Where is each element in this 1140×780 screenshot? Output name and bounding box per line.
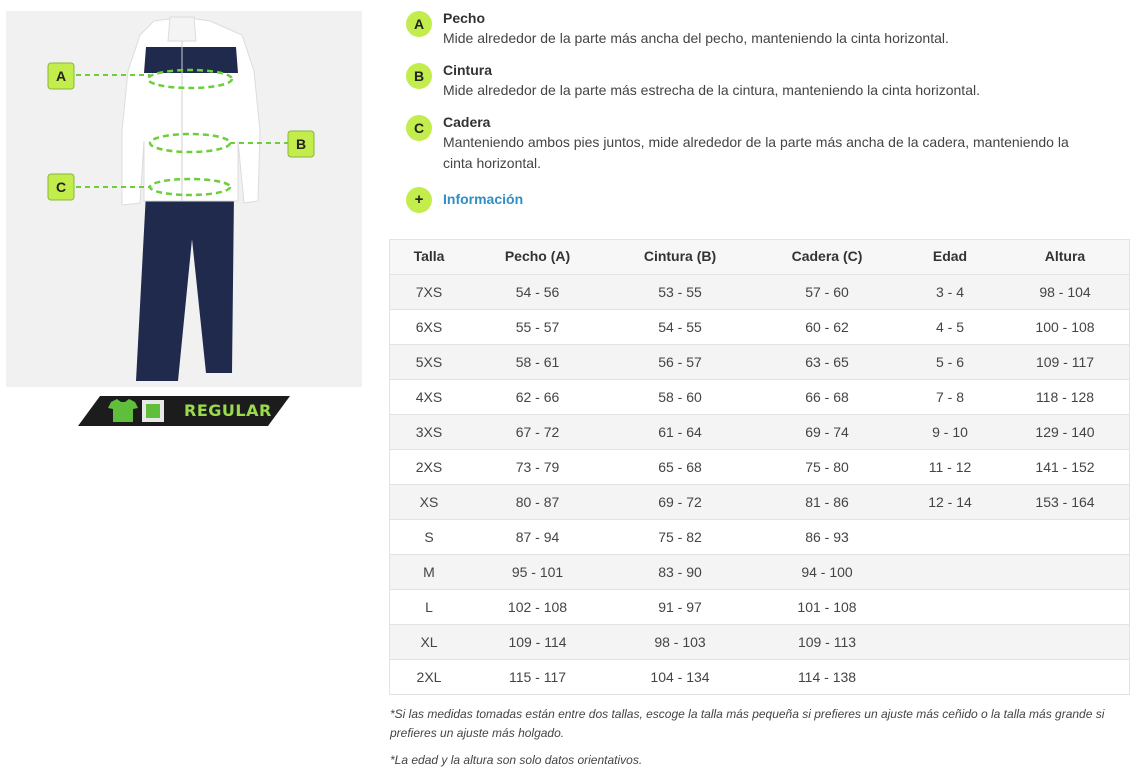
table-cell: S [389,519,469,554]
table-cell: 69 - 74 [754,414,900,449]
table-cell [1000,624,1130,659]
note-age-height: *La edad y la altura son solo datos orientativos. [390,753,643,767]
legend-item-hip [406,110,1096,174]
table-cell: 75 - 80 [754,449,900,484]
measurement-legend [406,6,1096,218]
garment-illustration-panel [6,11,362,387]
table-row [389,519,1130,554]
table-cell: 141 - 152 [1000,449,1130,484]
table-cell: 62 - 66 [469,379,606,414]
table-cell: 7 - 8 [900,379,1000,414]
table-row [389,309,1130,344]
legend-title-chest: Pecho [443,10,486,26]
table-cell: 101 - 108 [754,589,900,624]
table-cell: 67 - 72 [469,414,606,449]
table-cell [1000,554,1130,589]
table-cell: 3 - 4 [900,274,1000,309]
legend-title-waist: Cintura [443,62,492,78]
size-table [389,239,1130,695]
table-cell: 114 - 138 [754,659,900,694]
table-row [389,589,1130,624]
table-row [389,414,1130,449]
table-cell: M [389,554,469,589]
legend-letter-a: A [406,11,432,37]
table-cell: 55 - 57 [469,309,606,344]
header-edad: Edad [900,239,1000,274]
table-cell: 7XS [389,274,469,309]
table-cell: 6XS [389,309,469,344]
table-cell: 4 - 5 [900,309,1000,344]
table-cell: 87 - 94 [469,519,606,554]
table-cell: 109 - 117 [1000,344,1130,379]
table-row [389,449,1130,484]
size-table-body [389,274,1130,694]
table-row [389,554,1130,589]
legend-item-waist [406,58,1096,101]
table-cell: 65 - 68 [606,449,754,484]
table-cell: 11 - 12 [900,449,1000,484]
table-cell: XS [389,484,469,519]
table-cell: 66 - 68 [754,379,900,414]
table-cell: 12 - 14 [900,484,1000,519]
table-cell: 109 - 114 [469,624,606,659]
table-cell [1000,659,1130,694]
legend-letter-c: C [406,115,432,141]
table-cell: 57 - 60 [754,274,900,309]
tracksuit-illustration [6,11,362,387]
table-cell: 58 - 61 [469,344,606,379]
table-row [389,624,1130,659]
table-cell: 4XS [389,379,469,414]
table-cell: 80 - 87 [469,484,606,519]
table-cell: 69 - 72 [606,484,754,519]
table-cell: 81 - 86 [754,484,900,519]
header-altura: Altura [1000,239,1130,274]
table-cell [900,659,1000,694]
marker-a-label: A [55,68,67,84]
table-row [389,484,1130,519]
legend-desc-chest: Mide alrededor de la parte más ancha del pecho, manteniendo la cinta horizontal. [443,30,949,46]
table-cell: 91 - 97 [606,589,754,624]
table-cell: 58 - 60 [606,379,754,414]
table-cell: 104 - 134 [606,659,754,694]
info-link[interactable]: Información [443,191,524,207]
header-cadera: Cadera (C) [754,239,900,274]
table-cell: 61 - 64 [606,414,754,449]
note-between-sizes: *Si las medidas tomadas están entre dos tallas, escoge la talla más pequeña si prefieres un ajuste más ceñido o la talla más grande si prefieres un ajuste más holgado. [390,707,1105,740]
table-cell: 86 - 93 [754,519,900,554]
legend-title-hip: Cadera [443,114,491,130]
table-cell: 75 - 82 [606,519,754,554]
table-cell: 102 - 108 [469,589,606,624]
table-cell: 153 - 164 [1000,484,1130,519]
table-cell: 109 - 113 [754,624,900,659]
legend-letter-b: B [406,63,432,89]
plus-icon[interactable]: + [406,187,432,213]
table-cell: 98 - 103 [606,624,754,659]
marker-c-label: C [55,179,67,195]
table-cell [900,624,1000,659]
legend-desc-hip: Manteniendo ambos pies juntos, mide alrededor de la parte más ancha de la cadera, manteniendo la cinta horizontal. [443,134,1069,171]
marker-b-label: B [295,136,307,152]
fit-label: REGULAR [184,401,272,420]
table-cell: L [389,589,469,624]
table-row [389,344,1130,379]
header-talla: Talla [389,239,469,274]
table-cell: 115 - 117 [469,659,606,694]
table-header-row [389,239,1130,274]
size-notes [390,705,1135,778]
legend-item-chest [406,6,1096,49]
table-cell: 100 - 108 [1000,309,1130,344]
table-cell: 5 - 6 [900,344,1000,379]
fit-type-badge [78,396,290,426]
header-cintura: Cintura (B) [606,239,754,274]
table-cell: 94 - 100 [754,554,900,589]
table-cell: 60 - 62 [754,309,900,344]
table-cell: XL [389,624,469,659]
info-toggle[interactable] [406,183,1096,209]
table-cell: 2XL [389,659,469,694]
table-cell: 56 - 57 [606,344,754,379]
table-cell [1000,589,1130,624]
header-pecho: Pecho (A) [469,239,606,274]
table-cell: 9 - 10 [900,414,1000,449]
legend-desc-waist: Mide alrededor de la parte más estrecha de la cintura, manteniendo la cinta horizontal. [443,82,980,98]
table-cell: 63 - 65 [754,344,900,379]
table-cell: 118 - 128 [1000,379,1130,414]
table-row [389,274,1130,309]
square-frame-icon [142,400,164,422]
table-cell: 129 - 140 [1000,414,1130,449]
table-cell: 54 - 56 [469,274,606,309]
table-cell [900,519,1000,554]
table-cell: 73 - 79 [469,449,606,484]
table-cell: 83 - 90 [606,554,754,589]
table-cell: 53 - 55 [606,274,754,309]
table-cell [900,589,1000,624]
table-cell: 95 - 101 [469,554,606,589]
table-cell [1000,519,1130,554]
table-cell: 98 - 104 [1000,274,1130,309]
table-cell: 54 - 55 [606,309,754,344]
table-cell: 5XS [389,344,469,379]
table-cell: 2XS [389,449,469,484]
table-cell [900,554,1000,589]
table-row [389,659,1130,694]
table-row [389,379,1130,414]
table-cell: 3XS [389,414,469,449]
